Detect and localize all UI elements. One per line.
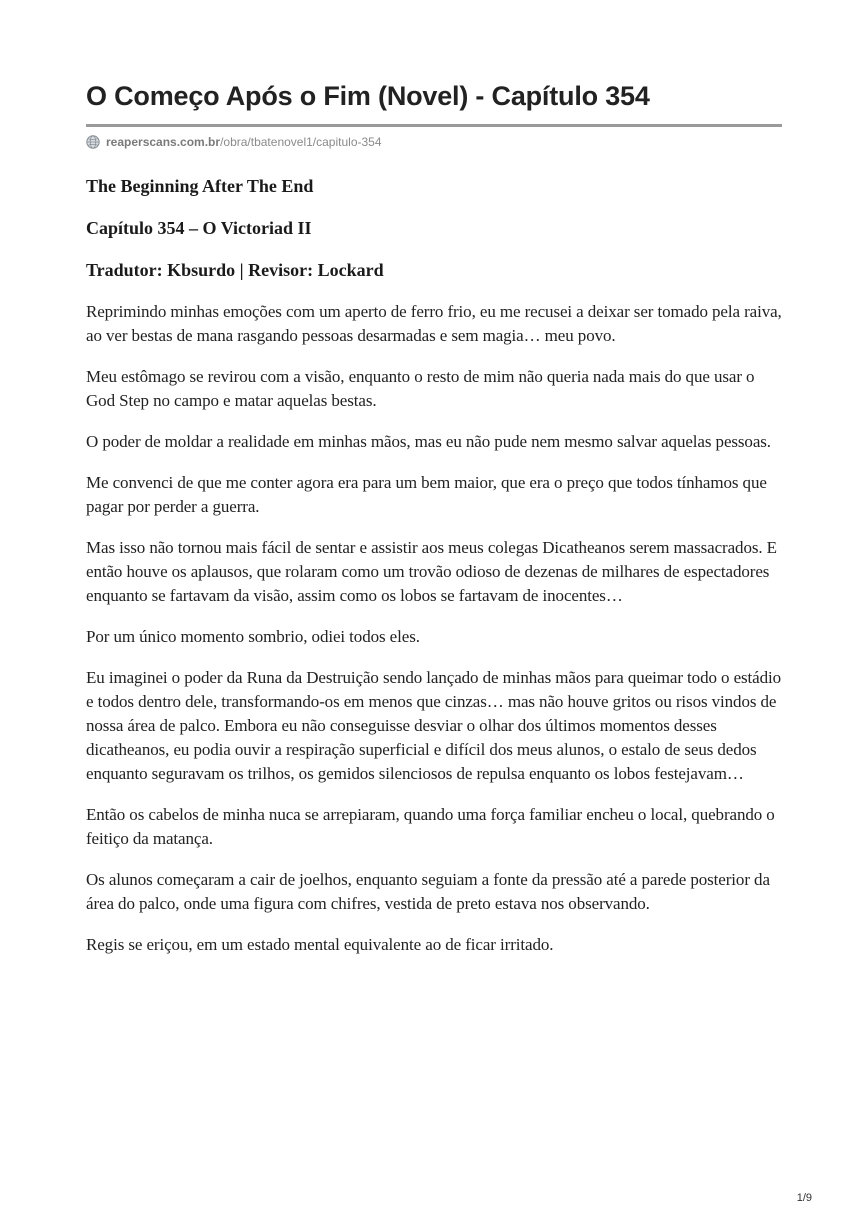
source-domain[interactable]: reaperscans.com.br <box>106 135 221 149</box>
paragraph: O poder de moldar a realidade em minhas mãos, mas eu não pude nem mesmo salvar aquelas pessoas. <box>86 432 771 451</box>
paragraph: Mas isso não tornou mais fácil de sentar e assistir aos meus colegas Dicatheanos serem massacrados. E então houve os aplausos, que rolaram como um trovão odioso de dezenas de milhares de espectadores enquanto se fartavam da visão, assim como os lobos se fartavam de inocentes… <box>86 538 777 605</box>
paragraph: Por um único momento sombrio, odiei todos eles. <box>86 627 420 646</box>
paragraph: Me convenci de que me conter agora era para um bem maior, que era o preço que todos tínhamos que pagar por perder a guerra. <box>86 473 767 516</box>
credits-line: Tradutor: Kbsurdo | Revisor: Lockard <box>86 260 384 280</box>
paragraph: Regis se eriçou, em um estado mental equivalente ao de ficar irritado. <box>86 935 554 954</box>
article-body <box>86 174 782 957</box>
source-path[interactable]: /obra/tbatenovel1/capitulo-354 <box>220 135 382 149</box>
title-divider <box>86 124 782 127</box>
source-link[interactable] <box>86 133 782 151</box>
page-number: 1/9 <box>796 1192 812 1204</box>
paragraph: Reprimindo minhas emoções com um aperto de ferro frio, eu me recusei a deixar ser tomado pela raiva, ao ver bestas de mana rasgando pessoas desarmadas e sem magia… meu povo. <box>86 302 782 345</box>
globe-icon <box>86 135 100 149</box>
paragraph: Então os cabelos de minha nuca se arrepiaram, quando uma força familiar encheu o local, quebrando o feitiço da matança. <box>86 805 775 848</box>
page-title: O Começo Após o Fim (Novel) - Capítulo 354 <box>86 81 650 111</box>
paragraph: Eu imaginei o poder da Runa da Destruição sendo lançado de minhas mãos para queimar todo o estádio e todos dentro dele, transformando-os em menos que cinzas… mas não houve gritos ou risos vindos de nossa área de palco. Embora eu não conseguisse desviar o olhar dos últimos momentos desses dicatheanos, eu podia ouvir a respiração superficial e difícil dos meus alunos, o estalo de seus dedos enquanto seguravam os trilhos, os gemidos silenciosos de repulsa enquanto os lobos festejavam… <box>86 668 782 783</box>
book-title: The Beginning After The End <box>86 176 314 196</box>
document-page <box>86 78 782 974</box>
chapter-title: Capítulo 354 – O Victoriad II <box>86 218 312 238</box>
paragraph: Meu estômago se revirou com a visão, enquanto o resto de mim não queria nada mais do que usar o God Step no campo e matar aquelas bestas. <box>86 367 755 410</box>
paragraph: Os alunos começaram a cair de joelhos, enquanto seguiam a fonte da pressão até a parede posterior da área do palco, onde uma figura com chifres, vestida de preto estava nos observando. <box>86 870 770 913</box>
